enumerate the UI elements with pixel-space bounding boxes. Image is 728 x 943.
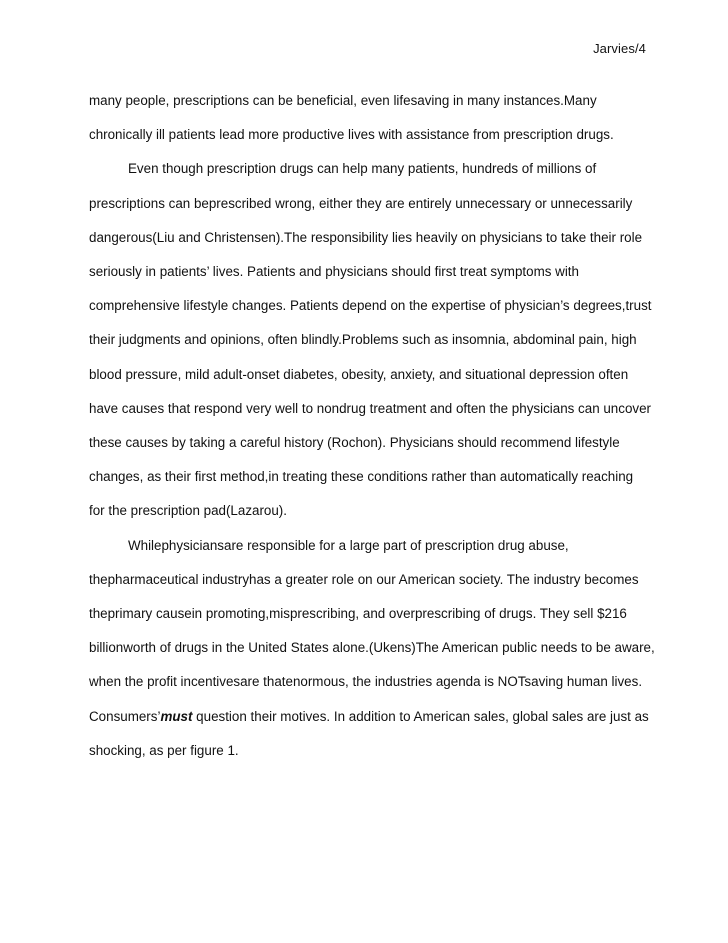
text-line: blood pressure, mild adult-onset diabetes, obesity, anxiety, and situational depression often (89, 366, 629, 382)
text-line: changes, as their first method,in treating these conditions rather than automatically reaching (89, 469, 634, 485)
paragraph-1 (89, 84, 659, 152)
running-head: Jarvies/4 (593, 41, 646, 56)
text-line: when the profit incentivesare thatenormous, the industries agenda is NOTsaving human lives. (89, 674, 643, 690)
text-line: prescriptions can beprescribed wrong, either they are entirely unnecessary or unnecessarily (89, 195, 633, 211)
text-segment: question their motives. In addition to American sales, global sales are just as (192, 708, 649, 724)
text-line: seriously in patients’ lives. Patients and physicians should first treat symptoms with (89, 264, 579, 280)
text-line: have causes that respond very well to nondrug treatment and often the physicians can uncover (89, 400, 652, 416)
text-line: billionworth of drugs in the United States alone.(Ukens)The American public needs to be aware, (89, 640, 655, 656)
text-line: dangerous(Liu and Christensen).The responsibility lies heavily on physicians to take their role (89, 229, 643, 245)
text-line: theprimary causein promoting,misprescribing, and overprescribing of drugs. They sell $216 (89, 606, 627, 622)
emphasized-word: must (160, 708, 193, 724)
text-line: for the prescription pad(Lazarou). (89, 503, 287, 519)
text-line: many people, prescriptions can be beneficial, even lifesaving in many instances.Many (89, 93, 597, 108)
text-line: their judgments and opinions, often blindly.Problems such as insomnia, abdominal pain, high (89, 332, 637, 348)
text-line: shocking, as per figure 1. (89, 742, 239, 758)
text-line: Even though prescription drugs can help many patients, hundreds of millions of (128, 161, 597, 177)
paragraph-2 (89, 152, 659, 528)
text-line: chronically ill patients lead more productive lives with assistance from prescription drugs. (89, 127, 614, 143)
paragraph-3 (89, 529, 659, 768)
text-line: Whilephysiciansare responsible for a large part of prescription drug abuse, (128, 537, 569, 553)
text-line: comprehensive lifestyle changes. Patients depend on the expertise of physician’s degrees,trust (89, 298, 652, 314)
text-line: these causes by taking a careful history (Rochon). Physicians should recommend lifestyle (89, 435, 620, 451)
text-line: thepharmaceutical industryhas a greater role on our American society. The industry becomes (89, 571, 639, 587)
body-text (89, 84, 659, 768)
text-segment: Consumers’ (89, 708, 161, 724)
text-line-mixed (89, 700, 659, 734)
